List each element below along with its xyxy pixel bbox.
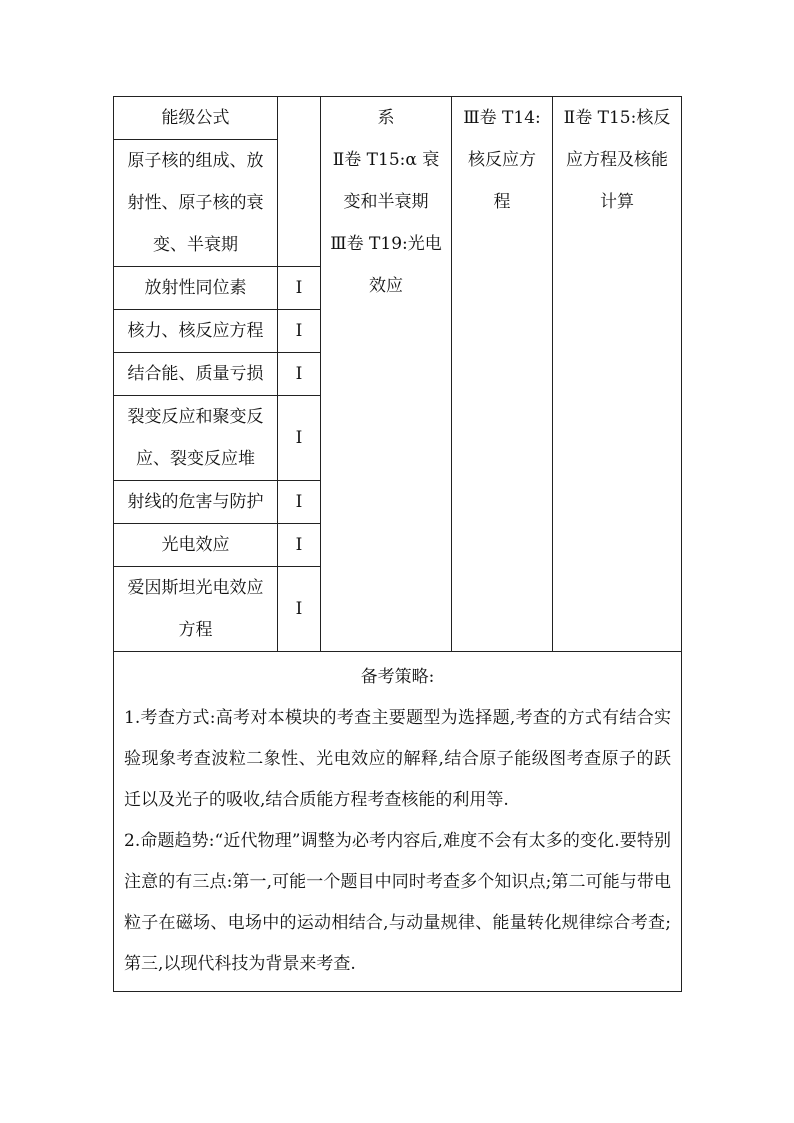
topic-text: 方程 <box>178 620 213 640</box>
topic-text: 射线的危害与防护 <box>127 492 264 512</box>
level-cell <box>278 97 321 267</box>
level-cell: Ⅰ <box>278 481 321 524</box>
strategy-paragraph: 2.命题趋势:“近代物理”调整为必考内容后,难度不会有太多的变化.要特别注意的有三点:第一,可能一个题目中同时考查多个知识点;第二可能与带电粒子在磁场、电场中的运动相结合,与动量规律、能量转化规律综合考查;第三,以现代科技为背景来考查. <box>124 831 671 974</box>
topic-text: 放射性同位素 <box>144 278 247 298</box>
exam-col3-text: 变和半衰期 <box>343 192 429 212</box>
exam-col5-text: 应方程及核能 <box>566 150 668 170</box>
level-cell: Ⅰ <box>278 396 321 481</box>
topic-text: 结合能、质量亏损 <box>127 364 264 384</box>
exam-col3-text: Ⅲ卷 T19:光电 <box>330 234 442 254</box>
knowledge-table <box>113 96 682 992</box>
topic-cell <box>114 567 278 652</box>
exam-col3-cell <box>321 97 452 652</box>
topic-cell <box>114 140 278 267</box>
exam-col5-cell <box>553 97 682 652</box>
exam-col4-cell <box>452 97 553 652</box>
table-row <box>114 97 682 140</box>
level-cell: Ⅰ <box>278 267 321 310</box>
topic-text: 射性、原子核的衰 <box>127 193 264 213</box>
topic-text: 变、半衰期 <box>153 235 238 255</box>
exam-col3-text: 效应 <box>369 276 403 296</box>
strategy-row <box>114 652 682 992</box>
exam-col5-text: 计算 <box>600 192 634 212</box>
topic-text: 光电效应 <box>161 535 230 555</box>
level-cell: Ⅰ <box>278 524 321 567</box>
topic-cell <box>114 267 278 310</box>
strategy-heading: 备考策略: <box>360 667 435 687</box>
exam-col4-text: 程 <box>493 192 511 212</box>
topic-cell <box>114 310 278 353</box>
topic-cell <box>114 353 278 396</box>
exam-col3-text: Ⅱ卷 T15:α 衰 <box>332 150 440 170</box>
topic-text: 裂变反应和聚变反 <box>127 407 264 427</box>
topic-text: 原子核的组成、放 <box>127 151 264 171</box>
level-cell: Ⅰ <box>278 567 321 652</box>
strategy-cell <box>114 652 682 992</box>
exam-table-sheet <box>113 96 681 992</box>
topic-text: 能级公式 <box>161 108 230 128</box>
exam-col4-text: Ⅲ卷 T14: <box>463 108 541 128</box>
topic-cell <box>114 481 278 524</box>
topic-text: 应、裂变反应堆 <box>136 449 255 469</box>
topic-cell <box>114 396 278 481</box>
topic-cell <box>114 97 278 140</box>
topic-text: 爱因斯坦光电效应 <box>127 578 264 598</box>
topic-cell <box>114 524 278 567</box>
strategy-paragraph: 1.考查方式:高考对本模块的考查主要题型为选择题,考查的方式有结合实验现象考查波粒二象性、光电效应的解释,结合原子能级图考查原子的跃迁以及光子的吸收,结合质能方程考查核能的利用等. <box>124 708 671 810</box>
exam-col5-text: Ⅱ卷 T15:核反 <box>563 108 671 128</box>
exam-col4-text: 核反应方 <box>468 150 536 170</box>
exam-col3-text: 系 <box>377 108 395 128</box>
level-cell: Ⅰ <box>278 310 321 353</box>
topic-text: 核力、核反应方程 <box>127 321 264 341</box>
level-cell: Ⅰ <box>278 353 321 396</box>
